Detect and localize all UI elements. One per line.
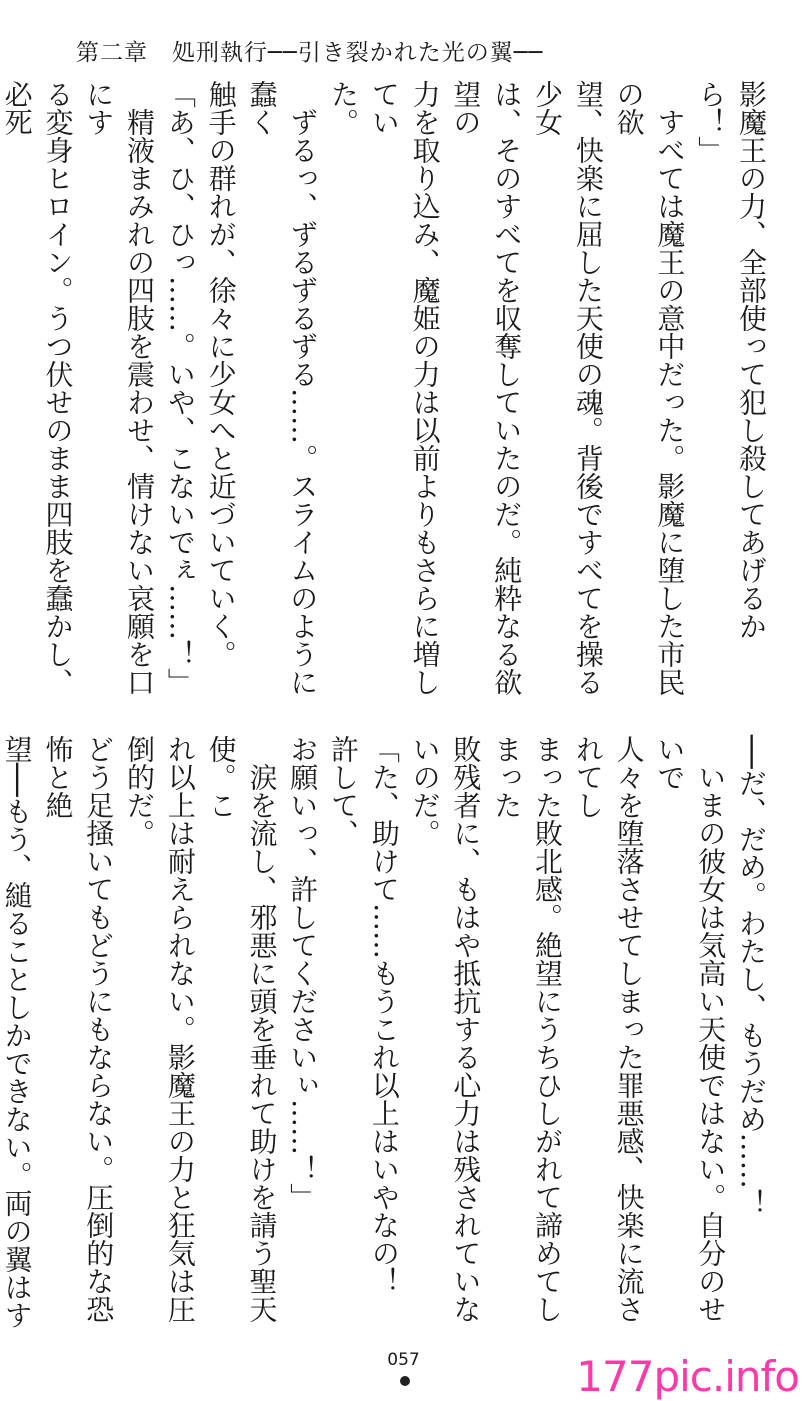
- text-line: れ以上は耐えられない。影魔王の力と狂気は圧倒的だ。: [123, 735, 197, 1323]
- text-line: 影魔王の力、全部使って犯し殺してあげるから！」: [694, 80, 768, 640]
- page-number: 057: [387, 1350, 420, 1370]
- text-line: 「あ、ひ、ひっ……。いや、こないでぇ……！」: [163, 80, 197, 696]
- text-line: 望──もう、縋ることしかできない。両の翼はす: [0, 735, 34, 1329]
- text-block-top: [0, 80, 771, 698]
- chapter-header: 第二章 処刑執行──引き裂かれた光の翼──: [76, 40, 544, 66]
- text-block-bottom: [0, 735, 771, 1343]
- text-line: 「た、助けて……もうこれ以上はいやなの！ 許して、: [327, 735, 401, 1323]
- text-line: は、そのすべてを収奪していたのだ。純粋なる欲望の: [449, 80, 524, 696]
- text-line: 望、快楽に屈した天使の魂。背後ですべてを操る少女: [531, 80, 605, 696]
- page-marker-dot: [400, 1376, 410, 1386]
- text-line: ──だ、だめ。わたし、もうだめ……！: [735, 735, 768, 1217]
- text-line: た。: [327, 80, 361, 136]
- text-line: る変身ヒロイン。うつ伏せのまま四肢を蠢かし、必死: [0, 80, 75, 696]
- text-line: 人々を堕落させてしまった罪悪感、快楽に流されてし: [571, 735, 646, 1323]
- text-line: 涙を流し、邪悪に頭を垂れて助けを請う聖天使。こ: [204, 735, 279, 1323]
- text-line: 敗残者に、もはや抵抗する心力は残されていないのだ。: [408, 735, 483, 1323]
- watermark: 177pic.info: [576, 1352, 799, 1401]
- text-line: どう足掻いてもどうにもならない。圧倒的な恐怖と絶: [41, 735, 116, 1323]
- text-line: いまの彼女は気高い天使ではない。自分のせいで: [653, 735, 728, 1323]
- text-line: ずるっ、ずるずるずる……。スライムのように蠢く: [245, 80, 320, 696]
- text-line: まった敗北感。絶望にうちひしがれて諦めてしまった: [490, 735, 565, 1323]
- text-line: 精液まみれの四肢を震わせ、情けない哀願を口にす: [82, 80, 157, 696]
- text-line: 力を取り込み、魔姫の力は以前よりもさらに増してい: [367, 80, 442, 696]
- text-line: お願いっ、許してくださいぃ……！」: [286, 735, 320, 1211]
- text-line: 触手の群れが、徐々に少女へと近づいていく。: [204, 80, 238, 668]
- text-line: すべては魔王の意中だった。影魔に堕した市民の欲: [612, 80, 687, 696]
